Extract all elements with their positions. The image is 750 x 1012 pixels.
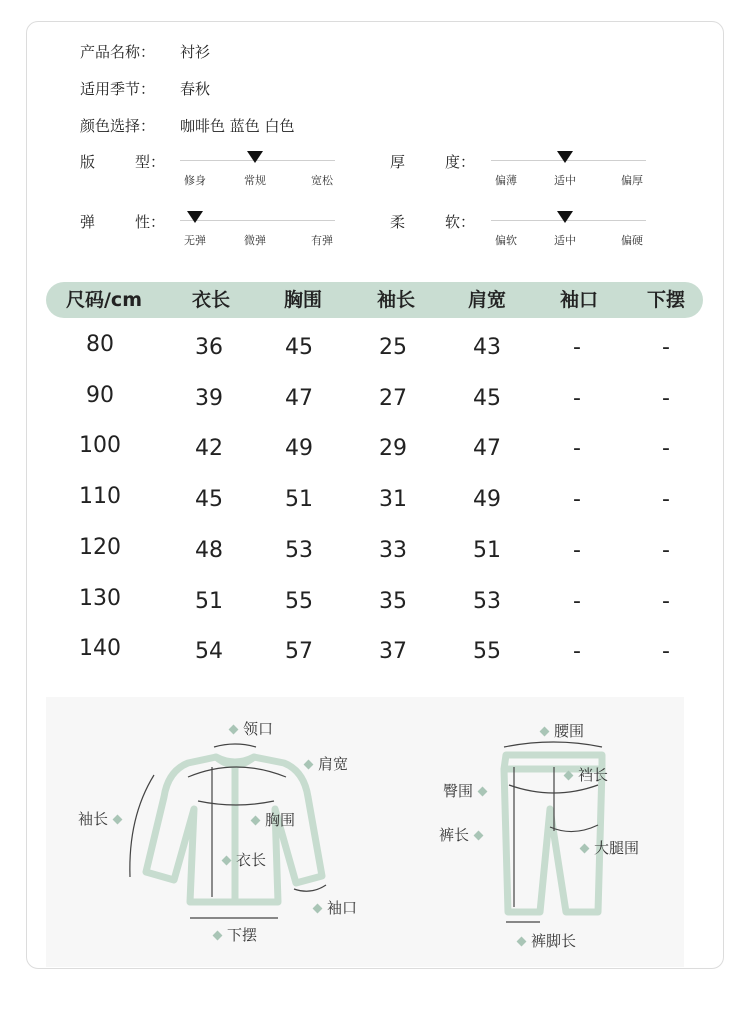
label-hem	[208, 924, 257, 945]
info-label: 颜色选择：	[80, 117, 156, 135]
info-label: 产品名称：	[80, 43, 156, 61]
table-cell-hem: -	[662, 385, 670, 411]
col-header-hem: 下摆	[646, 289, 686, 311]
table-cell-shoulder: 51	[473, 537, 501, 563]
table-cell-hem: -	[662, 588, 670, 614]
label-cuff	[308, 897, 357, 918]
scale-tick: 修身	[184, 174, 206, 187]
diamond-icon	[213, 931, 223, 941]
diamond-icon	[580, 844, 590, 854]
diamond-icon	[251, 816, 261, 826]
info-row-season	[80, 78, 210, 99]
scale-tick: 偏厚	[621, 174, 643, 187]
diamond-icon	[517, 937, 527, 947]
table-cell-cuff: -	[573, 537, 581, 563]
selected-marker-icon	[557, 151, 573, 163]
table-cell-cuff: -	[573, 588, 581, 614]
info-label: 适用季节：	[80, 80, 156, 98]
table-cell-chest: 55	[285, 588, 313, 614]
diamond-icon	[113, 815, 123, 825]
table-cell-length: 39	[195, 385, 223, 411]
label-text: 大腿围	[594, 839, 640, 857]
label-chest	[246, 809, 295, 830]
table-cell-chest: 47	[285, 385, 313, 411]
elasticity-scale	[180, 212, 335, 247]
scale-tick: 偏硬	[621, 234, 643, 247]
label-text: 袖口	[327, 899, 358, 917]
shirt-outline-icon	[146, 757, 322, 902]
table-cell-length: 48	[195, 537, 223, 563]
diamond-icon	[564, 771, 574, 781]
scale-tick: 适中	[554, 174, 576, 187]
scale-tick: 常规	[244, 174, 266, 187]
table-cell-length: 45	[195, 487, 223, 513]
table-cell-cuff: -	[573, 436, 581, 462]
diamond-icon	[540, 727, 550, 737]
label-shoulder	[299, 753, 348, 774]
scale-tick: 适中	[554, 234, 576, 247]
table-cell-shoulder: 49	[473, 487, 501, 513]
thickness-scale	[491, 152, 646, 187]
table-cell-sleeve: 33	[379, 537, 407, 563]
table-cell-size: 100	[79, 433, 121, 459]
fit-scale	[180, 152, 335, 187]
col-header-size: 尺码/cm	[65, 289, 143, 311]
info-value: 衬衫	[180, 43, 211, 61]
table-cell-size: 110	[79, 484, 121, 510]
label-waist	[535, 720, 584, 741]
table-cell-shoulder: 43	[473, 335, 501, 360]
fit-label-b: 型：	[135, 153, 166, 171]
scale-tick: 微弹	[244, 234, 266, 247]
table-cell-size: 80	[86, 332, 114, 357]
label-text: 裤脚长	[531, 932, 577, 950]
table-cell-sleeve: 35	[379, 588, 407, 614]
label-hip	[443, 780, 492, 801]
label-text: 肩宽	[318, 755, 349, 773]
table-cell-chest: 49	[285, 436, 313, 462]
label-leg-opening	[512, 930, 576, 951]
label-text: 胸围	[265, 811, 296, 829]
table-cell-chest: 45	[285, 335, 313, 360]
table-cell-shoulder: 47	[473, 436, 501, 462]
scale-tick: 有弹	[311, 234, 333, 247]
fit-label-a: 版	[80, 153, 96, 171]
table-cell-length: 54	[195, 639, 223, 665]
label-text: 衣长	[236, 851, 267, 869]
table-cell-length: 42	[195, 436, 223, 462]
size-table-header	[46, 282, 703, 318]
table-cell-sleeve: 25	[379, 335, 407, 360]
label-pants-length	[439, 824, 488, 845]
info-value: 咖啡色 蓝色 白色	[180, 117, 295, 135]
softness-label-a: 柔	[390, 213, 406, 231]
scale-tick: 偏软	[495, 234, 517, 247]
info-value: 春秋	[180, 80, 211, 98]
table-cell-shoulder: 45	[473, 385, 501, 411]
col-header-length: 衣长	[191, 289, 231, 311]
selected-marker-icon	[557, 211, 573, 223]
table-cell-shoulder: 53	[473, 588, 501, 614]
thickness-label-b: 度：	[445, 153, 476, 171]
table-cell-chest: 51	[285, 487, 313, 513]
table-cell-size: 90	[86, 382, 114, 408]
table-cell-sleeve: 29	[379, 436, 407, 462]
elasticity-label-a: 弹	[80, 213, 96, 231]
diamond-icon	[474, 831, 484, 841]
thickness-label-a: 厚	[390, 153, 406, 171]
table-cell-chest: 57	[285, 639, 313, 665]
elasticity-label-b: 性：	[135, 213, 166, 231]
table-cell-shoulder: 55	[473, 639, 501, 665]
col-header-cuff: 袖口	[559, 289, 599, 311]
table-cell-size: 120	[79, 534, 121, 560]
label-length	[217, 849, 266, 870]
garment-illustration	[46, 697, 684, 967]
label-crotch	[559, 764, 608, 785]
label-text: 臀围	[443, 782, 474, 800]
label-text: 腰围	[554, 722, 585, 740]
label-text: 裆长	[578, 766, 609, 784]
diamond-icon	[304, 760, 314, 770]
softness-label-b: 软：	[445, 213, 476, 231]
table-cell-hem: -	[662, 436, 670, 462]
table-cell-cuff: -	[573, 639, 581, 665]
selected-marker-icon	[247, 151, 263, 163]
label-thigh	[575, 837, 639, 858]
table-cell-cuff: -	[573, 385, 581, 411]
label-sleeve	[78, 808, 127, 829]
diamond-icon	[229, 725, 239, 735]
table-cell-hem: -	[662, 537, 670, 563]
diamond-icon	[313, 904, 323, 914]
info-row-color	[80, 115, 295, 136]
table-cell-chest: 53	[285, 537, 313, 563]
label-text: 领口	[243, 720, 274, 738]
scale-line	[180, 220, 335, 221]
measurement-diagram	[46, 697, 684, 967]
scale-tick: 偏薄	[495, 174, 517, 187]
table-cell-hem: -	[662, 639, 670, 665]
col-header-shoulder: 肩宽	[467, 289, 507, 311]
table-cell-sleeve: 37	[379, 639, 407, 665]
table-cell-length: 51	[195, 588, 223, 614]
label-text: 袖长	[78, 810, 109, 828]
label-text: 下摆	[227, 926, 258, 944]
table-cell-cuff: -	[573, 487, 581, 513]
table-cell-length: 36	[195, 335, 223, 360]
table-cell-size: 130	[79, 585, 121, 611]
col-header-chest: 胸围	[283, 289, 323, 311]
table-cell-size: 140	[79, 636, 121, 662]
label-collar	[224, 718, 273, 739]
table-cell-sleeve: 31	[379, 487, 407, 513]
diamond-icon	[222, 856, 232, 866]
info-row-name	[80, 41, 210, 62]
table-cell-hem: -	[662, 335, 670, 360]
selected-marker-icon	[187, 211, 203, 223]
scale-tick: 宽松	[311, 174, 333, 187]
scale-tick: 无弹	[184, 234, 206, 247]
table-cell-hem: -	[662, 487, 670, 513]
col-header-sleeve: 袖长	[376, 289, 416, 311]
table-cell-cuff: -	[573, 335, 581, 360]
softness-scale	[491, 212, 646, 247]
table-cell-sleeve: 27	[379, 385, 407, 411]
diamond-icon	[478, 787, 488, 797]
label-text: 裤长	[439, 826, 470, 844]
